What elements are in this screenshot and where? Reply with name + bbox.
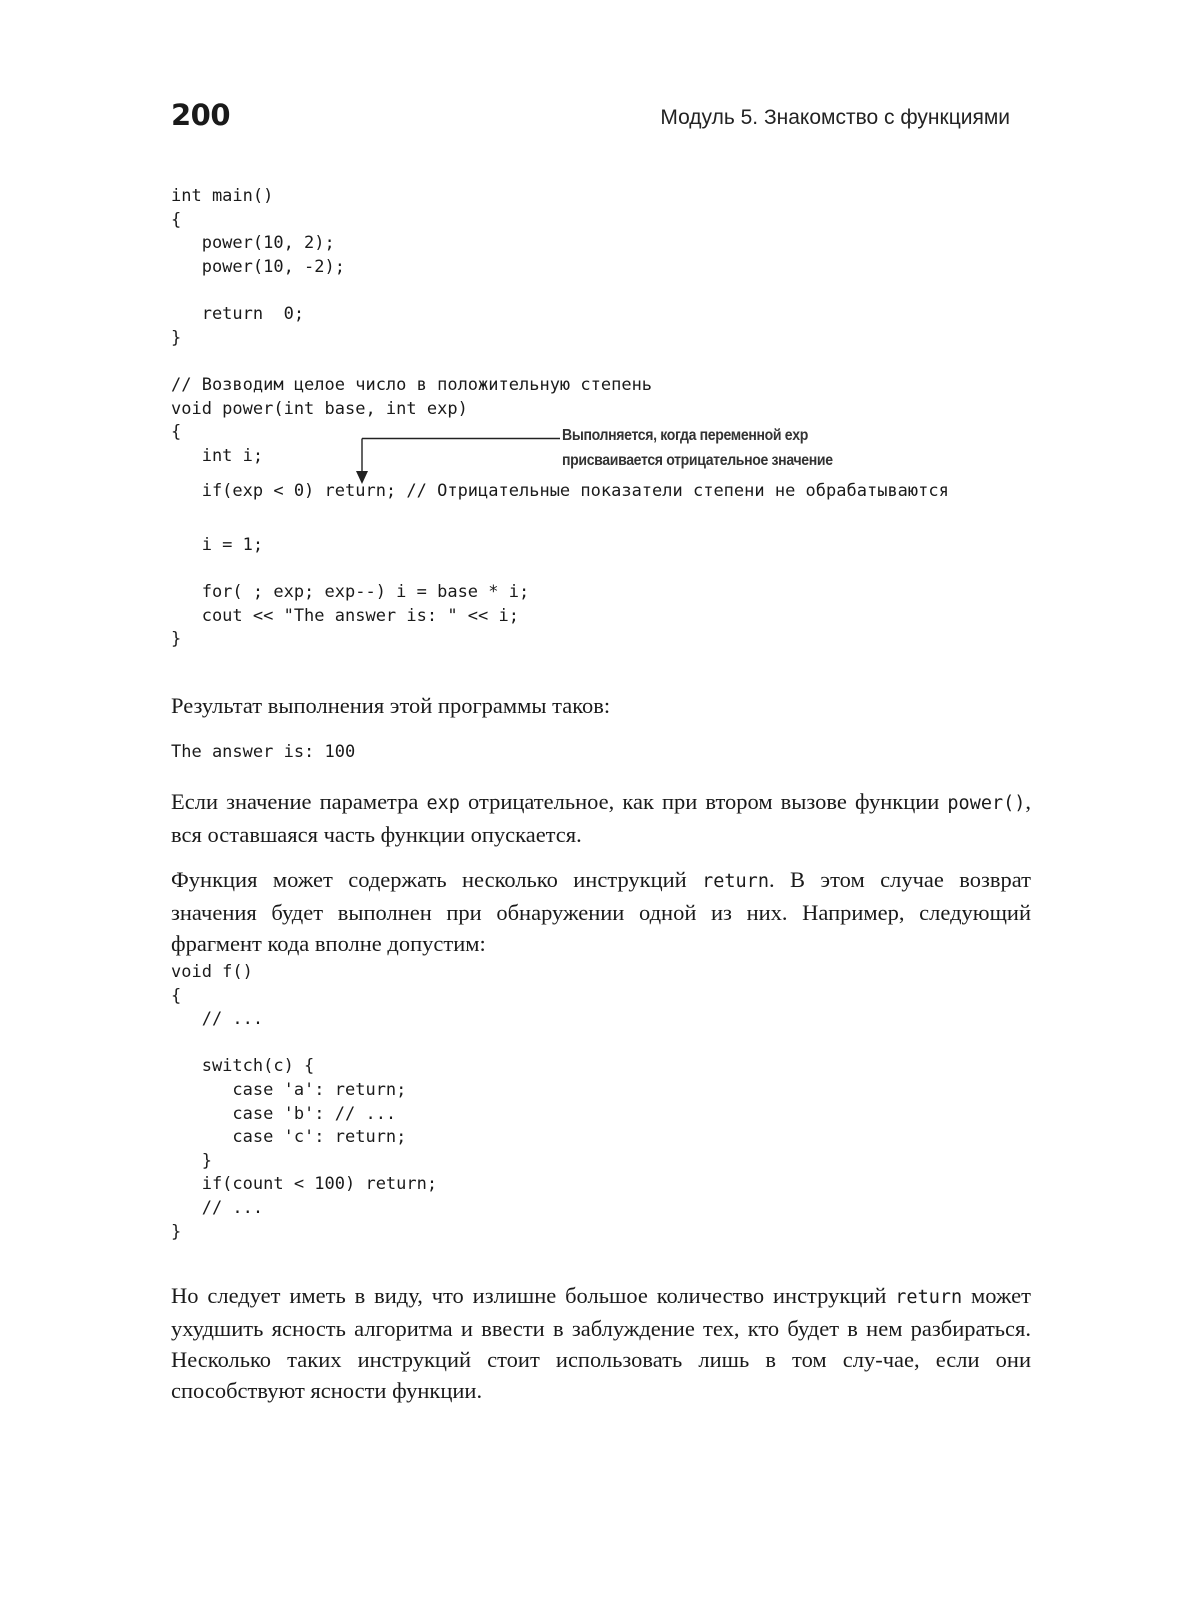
code-block-power-condition [171, 480, 949, 504]
code-line: { [171, 422, 182, 443]
result-intro-paragraph: Результат выполнения этой программы таков: [171, 693, 611, 718]
code-line [171, 279, 345, 303]
code-line: power(10, 2); [171, 233, 335, 254]
code-line [171, 1032, 437, 1056]
code-line: } [171, 1221, 182, 1242]
code-block-f [171, 961, 437, 1244]
code-line: case 'c': return; [171, 1127, 407, 1148]
code-line: void power(int base, int exp) [171, 398, 468, 419]
paragraph-multiple-return [171, 864, 1031, 959]
running-header-title: Модуль 5. Знакомство с функциями [660, 106, 1010, 129]
code-line: void f() [171, 962, 253, 982]
code-line: { [171, 209, 182, 230]
page-number: 200 [171, 98, 231, 132]
code-line: } [171, 327, 182, 348]
text-run: Но следует иметь в виду, что излишне большое количество инструкций [171, 1283, 896, 1308]
text-run: . В этом случае возврат значения будет выполнен при обнаружении одной из них. Например, следующий фрагмент кода вполне допустим: [171, 867, 1031, 956]
text-run: Функция может содержать несколько инструкций [171, 867, 703, 892]
paragraph-negative-exp [171, 786, 1031, 850]
code-line: cout << "The answer is: " << i; [171, 605, 519, 626]
code-line: // ... [171, 1197, 264, 1218]
inline-code: exp [426, 793, 460, 814]
code-line: // ... [171, 1009, 264, 1030]
code-line: int i; [171, 445, 264, 466]
inline-code: return [895, 1287, 963, 1308]
inline-code: power() [947, 793, 1026, 814]
callout-annotation [562, 423, 833, 473]
code-line: if(count < 100) return; [171, 1174, 438, 1195]
code-line: } [171, 1150, 212, 1171]
code-block-power-body [171, 534, 529, 652]
code-line: power(10, -2); [171, 256, 345, 277]
code-line: // Возводим целое число в положительную степень [171, 375, 653, 395]
callout-line: присваивается отрицательное значение [562, 452, 833, 469]
text-run: может ухудшить ясность алгоритма и ввести в заблуждение тех, кто будет в нем разбираться. Несколько таких инструкций стоит использовать лишь в том слу-чае, если они способствуют ясности функции. [171, 1283, 1031, 1403]
paragraph-return-clarity [171, 1280, 1031, 1406]
code-line: int main() [171, 186, 274, 206]
code-line: for( ; exp; exp--) i = base * i; [171, 582, 530, 603]
text-run: Если значение параметра [171, 789, 427, 814]
code-block-main [171, 185, 345, 350]
code-line [171, 558, 529, 582]
text-run: , вся оставшаяся часть функции опускается. [171, 789, 1032, 847]
output-line: The answer is: 100 [171, 742, 356, 762]
code-line: return 0; [171, 303, 305, 324]
code-line: } [171, 629, 182, 650]
inline-code: return [702, 871, 769, 892]
program-output [171, 741, 355, 765]
code-line: i = 1; [171, 535, 264, 555]
code-line: if(exp < 0) return; // Отрицательные показатели степени не обрабатываются [171, 481, 949, 501]
callout-line: Выполняется, когда переменной exp [562, 427, 808, 444]
code-line: case 'b': // ... [171, 1103, 397, 1124]
code-line: { [171, 985, 182, 1006]
code-line: case 'a': return; [171, 1079, 407, 1100]
text-run: отрицательное, как при втором вызове функции [459, 789, 948, 814]
code-line: switch(c) { [171, 1056, 315, 1077]
